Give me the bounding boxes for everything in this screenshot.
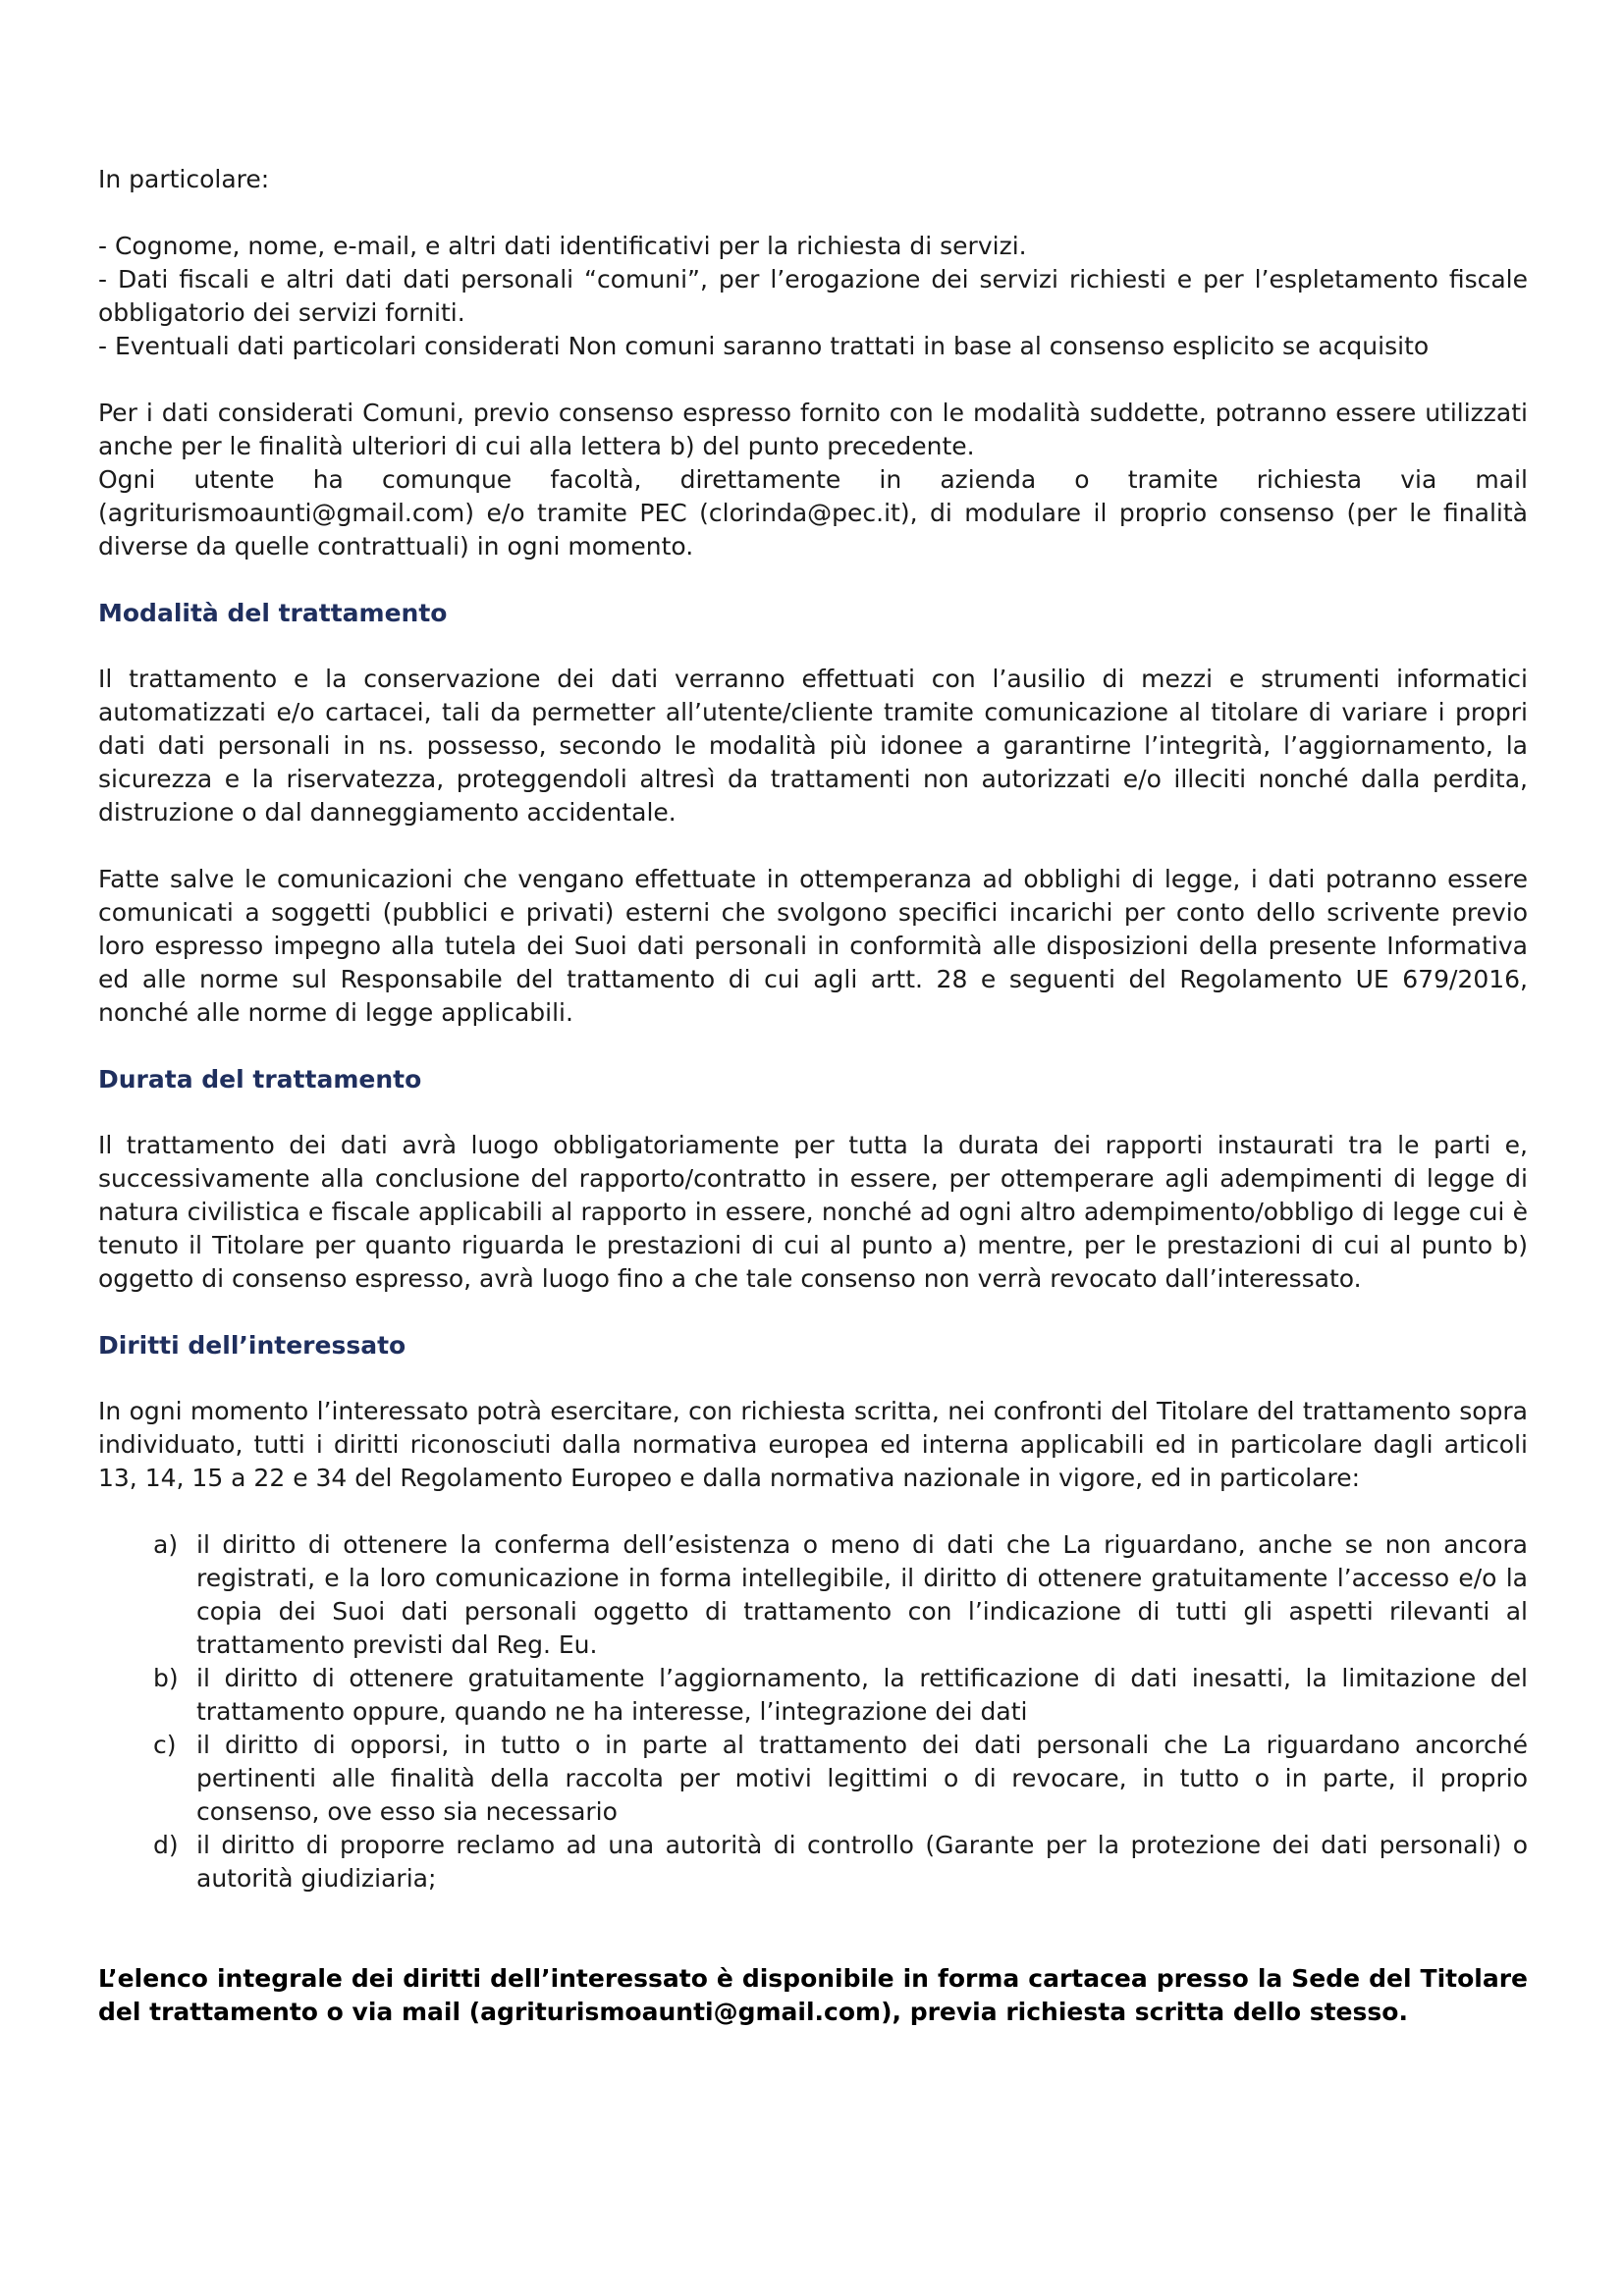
list-marker: d) xyxy=(153,1831,179,1859)
intro-item: - Cognome, nome, e-mail, e altri dati identificativi per la richiesta di servizi. xyxy=(98,232,1027,260)
durata-paragraph: Il trattamento dei dati avrà luogo obbligatoriamente per tutta la durata dei rapporti instaurati tra le parti e, successivamente alla conclusione del rapporto/contratto in essere, per ottemperare agli adempimenti di legge di natura civilistica e fiscale applicabili al rapporto in essere, nonché ad ogni altro adempimento/obbligo di legge cui è tenuto il Titolare per quanto riguarda le prestazioni di cui al punto a) mentre, per le prestazioni di cui al punto b) oggetto di consenso espresso, avrà luogo fino a che tale consenso non verrà revocato dall’interessato. xyxy=(98,1131,1528,1293)
list-item-text: il diritto di ottenere gratuitamente l’aggiornamento, la rettificazione di dati inesatti, la limitazione del trattamento oppure, quando ne ha interesse, l’integrazione dei dati xyxy=(196,1664,1528,1726)
section-heading-diritti: Diritti dell’interessato xyxy=(98,1331,406,1360)
consent-text-after: ), di modulare il proprio consenso (per le finalità diverse da quelle contrattuali) in ogni momento. xyxy=(98,499,1528,561)
modalita-paragraph: Fatte salve le comunicazioni che vengano effettuate in ottemperanza ad obblighi di legge, i dati potranno essere comunicati a soggetti (pubblici e privati) esterni che svolgono specifici incarichi per conto dello scrivente previo loro espresso impegno alla tutela dei Suoi dati personali in conformità alle disposizioni della presente Informativa ed alle norme sul Responsabile del trattamento di cui agli artt. 28 e seguenti del Regolamento UE 679/2016, nonché alle norme di legge applicabili. xyxy=(98,865,1528,1027)
rights-list xyxy=(98,1528,1528,1896)
document-body xyxy=(98,163,1528,2029)
list-marker: a) xyxy=(153,1530,179,1559)
rights-list-item xyxy=(153,1729,1528,1829)
rights-list-item xyxy=(153,1829,1528,1896)
list-item-text: il diritto di opporsi, in tutto o in parte al trattamento dei dati personali che La riguardano ancorché pertinenti alle finalità della raccolta per motivi legittimi o di revocare, in tutto o in parte, il proprio consenso, ove esso sia necessario xyxy=(196,1731,1528,1826)
list-item-text: il diritto di ottenere la conferma dell’esistenza o meno di dati che La riguardano, anche se non ancora registrati, e la loro comunicazione in forma intellegibile, il diritto di ottenere gratuitamente l’accesso e/o la copia dei Suoi dati personali oggetto di trattamento con l’indicazione di tutti gli aspetti rilevanti al trattamento previsti dal Reg. Eu. xyxy=(196,1530,1528,1659)
section-heading-modalita: Modalità del trattamento xyxy=(98,599,448,627)
consent-paragraph: Per i dati considerati Comuni, previo consenso espresso fornito con le modalità suddette, potranno essere utilizzati anche per le finalità ulteriori di cui alla lettera b) del punto precedente. xyxy=(98,399,1528,460)
modalita-paragraph: Il trattamento e la conservazione dei dati verranno effettuati con l’ausilio di mezzi e strumenti informatici automatizzati e/o cartacei, tali da permetter all’utente/cliente tramite comunicazione al titolare di variare i propri dati dati personali in ns. possesso, secondo le modalità più idonee a garantirne l’integrità, l’aggiornamento, la sicurezza e la riservatezza, proteggendoli altresì da trattamenti non autorizzati e/o illeciti nonché dalla perdita, distruzione o dal danneggiamento accidentale. xyxy=(98,665,1528,827)
rights-list-item xyxy=(153,1662,1528,1729)
consent-paragraph-2 xyxy=(98,463,1528,563)
list-marker: b) xyxy=(153,1664,179,1692)
section-heading-durata: Durata del trattamento xyxy=(98,1065,422,1094)
closing-statement: L’elenco integrale dei diritti dell’interessato è disponibile in forma cartacea presso la Sede del Titolare del trattamento o via mail (agriturismoaunti@gmail.com), previa richiesta scritta dello stesso. xyxy=(98,1964,1528,2026)
intro-item: - Dati fiscali e altri dati dati personali “comuni”, per l’erogazione dei servizi richiesti e per l’espletamento fiscale obbligatorio dei servizi forniti. xyxy=(98,265,1528,327)
consent-text-before: Ogni utente ha comunque facoltà, direttamente in azienda o tramite richiesta via mail (agriturismoaunti@gmail.com) e/o tramite PEC ( xyxy=(98,465,1528,527)
list-marker: c) xyxy=(153,1731,177,1759)
list-item-text: il diritto di proporre reclamo ad una autorità di controllo (Garante per la protezione dei dati personali) o autorità giudiziaria; xyxy=(196,1831,1528,1893)
intro-label: In particolare: xyxy=(98,165,270,193)
diritti-paragraph: In ogni momento l’interessato potrà esercitare, con richiesta scritta, nei confronti del Titolare del trattamento sopra individuato, tutti i diritti riconosciuti dalla normativa europea ed interna applicabili ed in particolare dagli articoli 13, 14, 15 a 22 e 34 del Regolamento Europeo e dalla normativa nazionale in vigore, ed in particolare: xyxy=(98,1397,1528,1492)
pec-address: clorinda@pec.it xyxy=(708,499,900,527)
rights-list-item xyxy=(153,1528,1528,1662)
intro-item: - Eventuali dati particolari considerati Non comuni saranno trattati in base al consenso esplicito se acquisito xyxy=(98,332,1430,360)
